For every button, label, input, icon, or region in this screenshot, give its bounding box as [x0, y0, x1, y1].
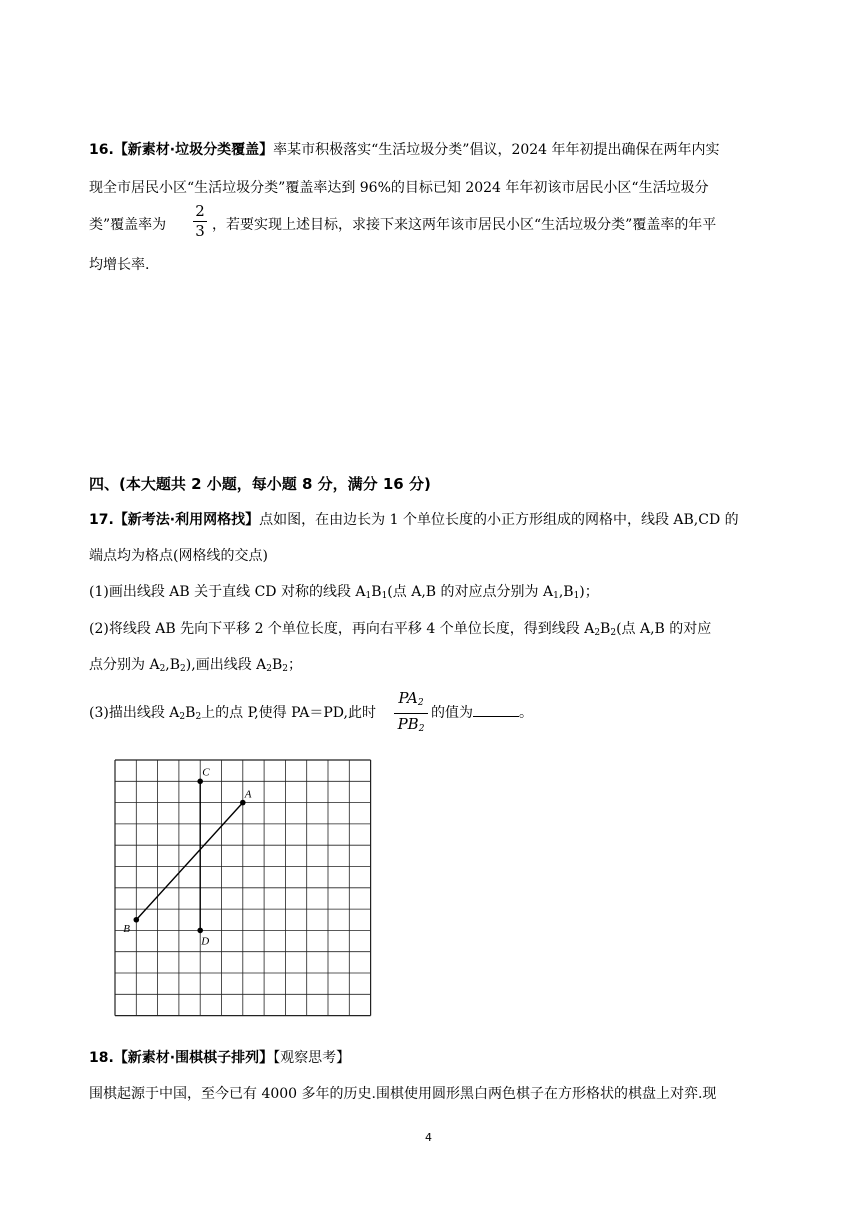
q16-line4: 均增长率. [89, 257, 150, 273]
q16-number: 16. [89, 142, 114, 158]
q16-line2: 现全市居民小区“生活垃圾分类”覆盖率达到 96%的目标已知 2024 年年初该市居民小区“生活垃圾分 [89, 180, 709, 196]
segments [136, 781, 243, 930]
q17-part3: (3)描出线段 $A_2B_2$上的点 P,使得 PA＝PD,此时 [89, 705, 376, 722]
q17-part2: (2)将线段 AB 先向下平移 2 个单位长度，再向右平移 4 个单位长度，得到线段 $A_2B_2$(点 A,B 的对应 [89, 621, 712, 638]
label-A: A [244, 788, 252, 801]
q18-line1 [89, 1048, 350, 1068]
q17-line1 [89, 510, 739, 530]
q17-line2: 端点均为格点(网格线的交点) [89, 548, 268, 564]
q17-tag: 【新考法·利用网格找】 [113, 512, 260, 528]
q18-tag1: 【新素材·围棋棋子排列】 [113, 1050, 274, 1066]
q17-part3-tail: 的值为 。 [431, 705, 533, 721]
section-heading: 四、(本大题共 2 小题，每小题 8 分，满分 16 分) [89, 475, 431, 493]
grid-figure [110, 755, 376, 1021]
q16-line3-post: ，若要实现上述目标，求接下来这两年该市居民小区“生活垃圾分类”覆盖率的年平 [212, 217, 717, 233]
points [134, 779, 246, 934]
q17-line1-text: 点如图，在由边长为 1 个单位长度的小正方形组成的网格中，线段 AB,CD 的 [259, 512, 739, 528]
point-A [240, 800, 246, 806]
q18-number: 18. [89, 1050, 114, 1066]
label-D: D [201, 935, 210, 948]
page-number: 4 [425, 1131, 432, 1144]
q16-tag: 【新素材·垃圾分类覆盖】 [113, 142, 274, 158]
label-C: C [202, 766, 210, 779]
label-B: B [123, 922, 131, 935]
q16-line3-pre: 类”覆盖率为 [89, 217, 167, 233]
point-B [134, 917, 140, 923]
segment-AB [136, 803, 243, 920]
q16-fraction [193, 203, 207, 240]
q17-ratio: $PA_2$ $PB_2$ [394, 689, 428, 738]
point-C [197, 779, 203, 785]
q18-tag2: 【观察思考】 [273, 1050, 351, 1066]
q17-part2-line2: 点分别为 $A_2,B_2$),画出线段 $A_2B_2$； [89, 657, 303, 674]
q16-line1 [89, 140, 720, 160]
point-D [197, 928, 203, 934]
q16-frac-num: 2 [195, 202, 205, 220]
grid-lines [115, 760, 371, 1016]
answer-blank[interactable] [473, 704, 519, 717]
q16-frac-den: 3 [195, 222, 205, 240]
q17-number: 17. [89, 512, 114, 528]
q16-line1-text: 率某市积极落实“生活垃圾分类”倡议，2024 年年初提出确保在两年内实 [273, 142, 720, 158]
q18-line2: 围棋起源于中国，至今已有 4000 多年的历史.围棋使用圆形黑白两色棋子在方形格状的棋盘上对弈.现 [89, 1086, 717, 1102]
q17-part1: (1)画出线段 AB 关于直线 CD 对称的线段 $A_1B_1$(点 A,B 的对应点分别为 $A_1,B_1$)； [89, 584, 599, 601]
